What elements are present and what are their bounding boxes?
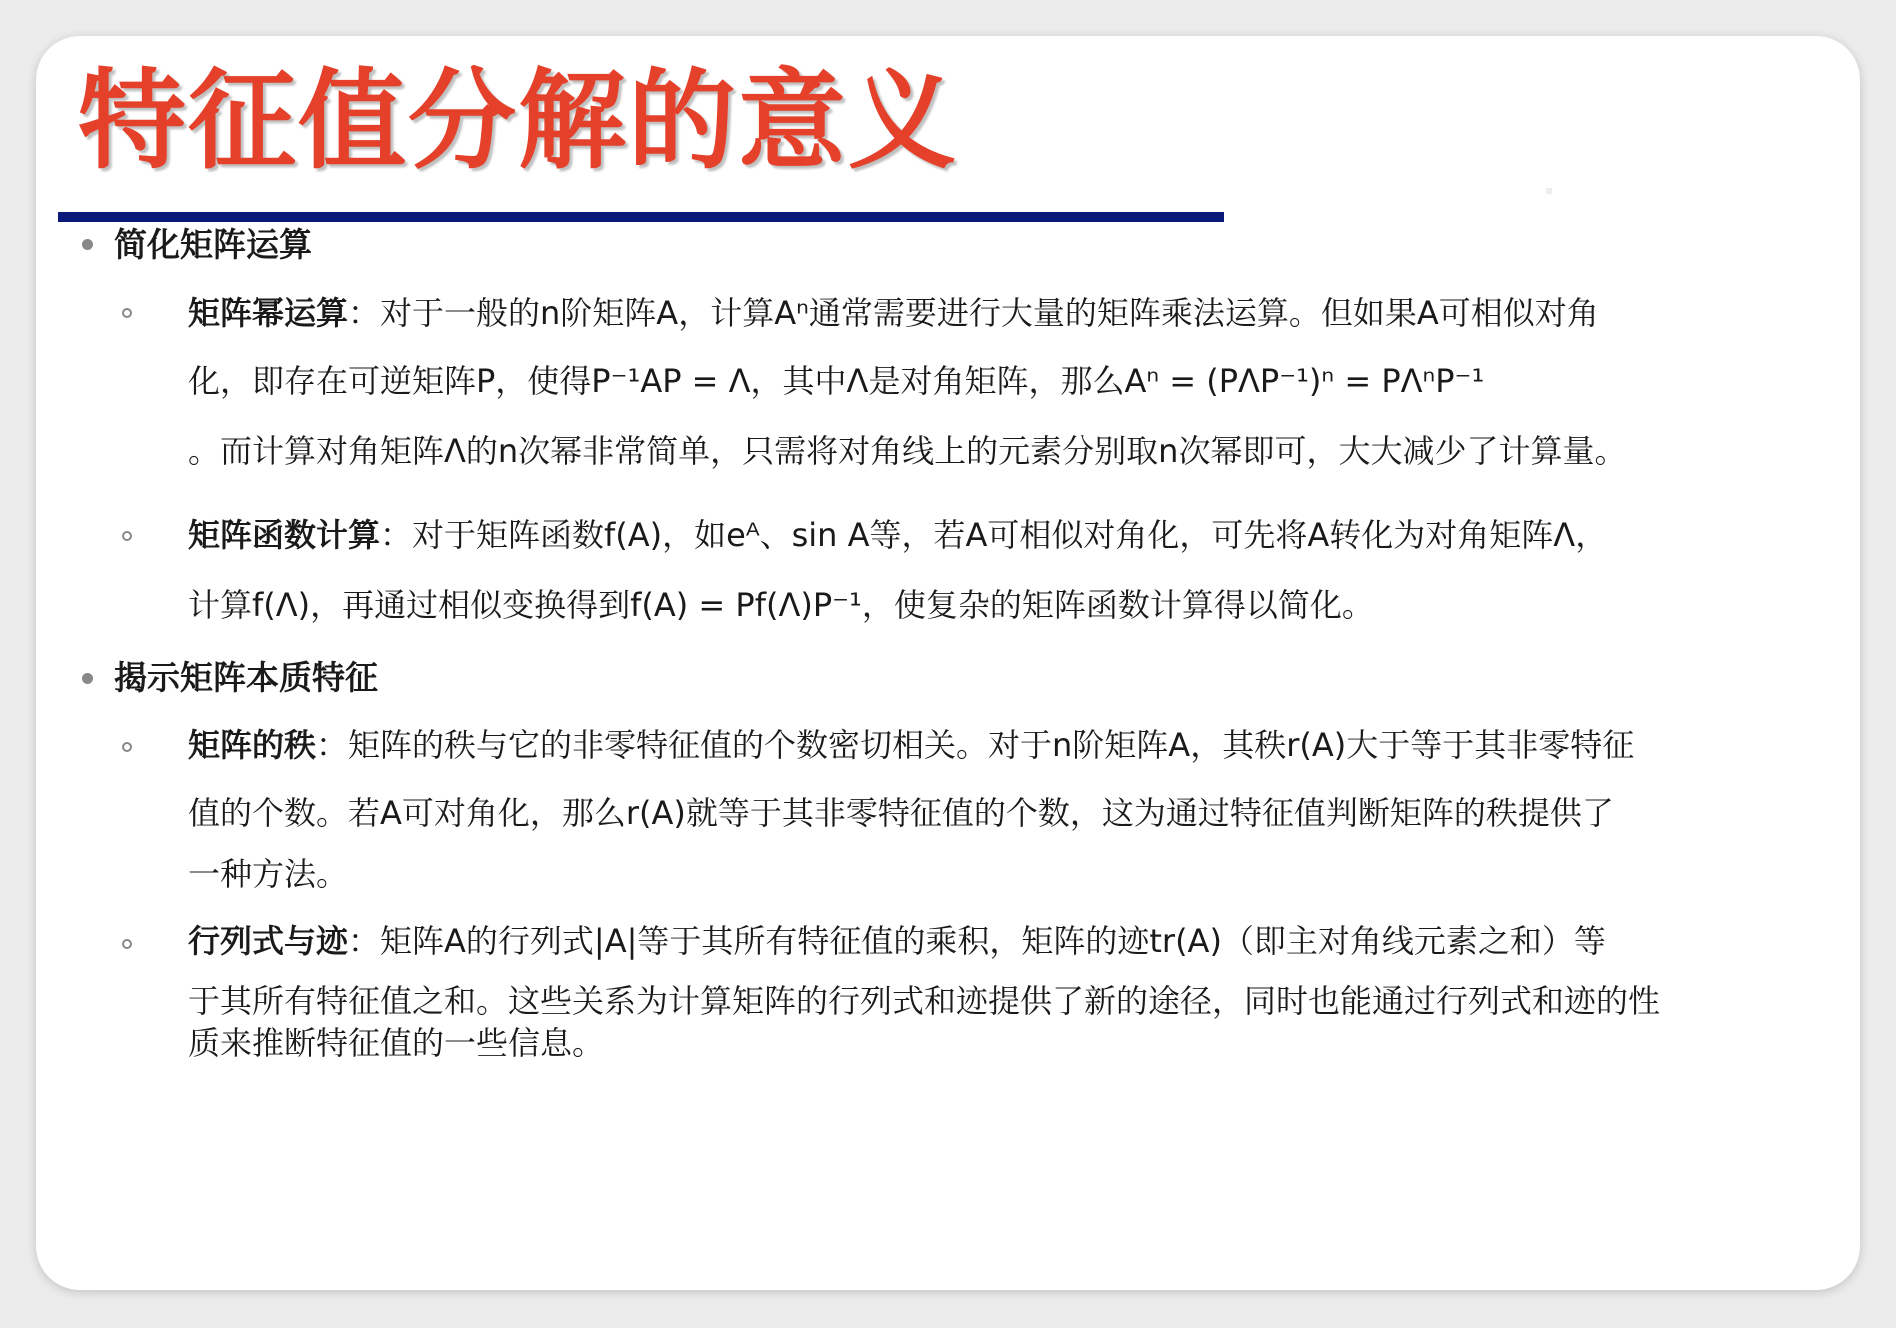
slide-content xyxy=(36,36,1860,1290)
item-line xyxy=(188,722,1634,768)
item-line: 。而计算对角矩阵Λ的n次幂非常简单，只需将对角线上的元素分别取n次幂即可，大大减少了计算量。 xyxy=(188,432,1627,470)
item-text: ：对于矩阵函数f(A)，如eᴬ、sin A等，若A可相似对角化，可先将A转化为对角矩阵Λ， xyxy=(380,516,1608,554)
item-line xyxy=(188,918,1606,964)
item-text: ：矩阵A的行列式|A|等于其所有特征值的乘积，矩阵的迹tr(A)（即主对角线元素之和）等 xyxy=(348,922,1606,960)
item-line: 计算f(Λ)，再通过相似变换得到f(A) = Pf(Λ)P⁻¹，使复杂的矩阵函数计算得以简化。 xyxy=(188,586,1374,624)
item-line: 化，即存在可逆矩阵P，使得P⁻¹AP = Λ，其中Λ是对角矩阵，那么Aⁿ = (PΛP⁻¹)ⁿ = PΛⁿP⁻¹ xyxy=(188,362,1485,400)
sub-bullet-ring xyxy=(122,742,132,752)
sub-bullet-ring xyxy=(122,531,132,541)
item-term: 矩阵幂运算 xyxy=(188,294,349,332)
item-term: 行列式与迹 xyxy=(188,922,349,960)
sub-bullet-ring xyxy=(122,308,132,318)
item-term: 矩阵函数计算 xyxy=(188,516,381,554)
section-heading: 简化矩阵运算 xyxy=(114,225,312,264)
section-heading: 揭示矩阵本质特征 xyxy=(114,658,378,697)
item-line: 质来推断特征值的一些信息。 xyxy=(188,1024,605,1062)
item-line: 值的个数。若A可对角化，那么r(A)就等于其非零特征值的个数，这为通过特征值判断矩阵的秩提供了 xyxy=(188,794,1614,832)
slide-title: 特征值分解的意义 xyxy=(78,59,959,184)
item-text: ：矩阵的秩与它的非零特征值的个数密切相关。对于n阶矩阵A，其秩r(A)大于等于其非零特征 xyxy=(316,726,1635,764)
slide-card xyxy=(36,36,1860,1290)
item-line xyxy=(188,512,1607,558)
item-line xyxy=(188,290,1599,336)
item-line: 一种方法。 xyxy=(188,855,349,893)
item-term: 矩阵的秩 xyxy=(188,726,317,764)
item-text: ：对于一般的n阶矩阵A，计算Aⁿ通常需要进行大量的矩阵乘法运算。但如果A可相似对角 xyxy=(348,294,1599,332)
sub-bullet-ring xyxy=(122,939,132,949)
bullet-dot xyxy=(82,673,93,684)
item-line: 于其所有特征值之和。这些关系为计算矩阵的行列式和迹提供了新的途径，同时也能通过行列式和迹的性 xyxy=(188,982,1661,1020)
bullet-dot xyxy=(82,239,93,250)
